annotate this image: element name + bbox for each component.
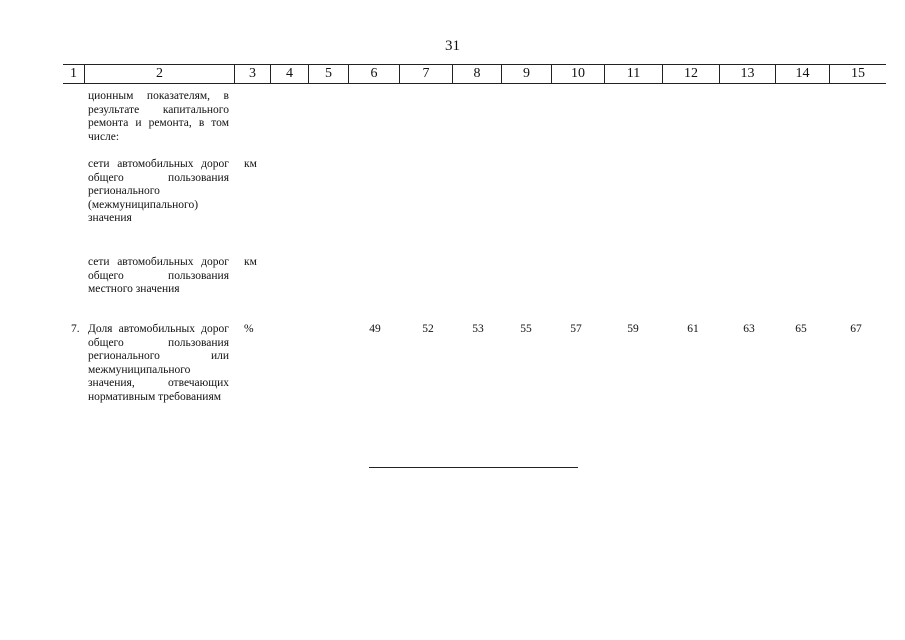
row-7-value-col8: 53 <box>472 323 484 335</box>
header-col-9: 9 <box>501 65 551 83</box>
row-7-value-col15: 67 <box>850 323 862 335</box>
row-7-unit: % <box>244 323 254 335</box>
row-7-value-col14: 65 <box>795 323 807 335</box>
row-7-number: 7. <box>71 323 80 335</box>
row-local-network-unit: км <box>244 256 257 268</box>
row-continuation-text: ционным показателям, в результате капитального ремонта и ремонта, в том числе: <box>88 90 229 143</box>
header-col-11: 11 <box>604 65 662 83</box>
header-col-15: 15 <box>829 65 886 83</box>
row-7-value-col7: 52 <box>422 323 434 335</box>
row-7-value-col12: 61 <box>687 323 699 335</box>
row-regional-network-unit: км <box>244 158 257 170</box>
table-header-row <box>63 64 886 84</box>
header-col-5: 5 <box>308 65 348 83</box>
row-7-value-col10: 57 <box>570 323 582 335</box>
header-col-10: 10 <box>551 65 604 83</box>
header-col-1: 1 <box>70 66 77 81</box>
row-regional-network-text: сети автомобильных дорог общего пользования регионального (межмуниципального) значения <box>88 158 229 225</box>
header-col-3: 3 <box>234 65 270 83</box>
header-col-14: 14 <box>775 65 829 83</box>
row-7-value-col13: 63 <box>743 323 755 335</box>
row-7-value-col9: 55 <box>520 323 532 335</box>
header-col-4: 4 <box>270 65 308 83</box>
header-col-12: 12 <box>662 65 719 83</box>
row-local-network-text: сети автомобильных дорог общего пользования местного значения <box>88 256 229 296</box>
header-col-13: 13 <box>719 65 775 83</box>
row-7-text: Доля автомобильных дорог общего пользования регионального или межмуниципального значения, отвечающих нормативным требованиям <box>88 323 229 403</box>
header-col-6: 6 <box>348 65 399 83</box>
page-number: 31 <box>445 38 460 54</box>
header-col-7: 7 <box>399 65 452 83</box>
row-7-value-col6: 49 <box>369 323 381 335</box>
header-col-2: 2 <box>84 65 234 83</box>
row-7-value-col11: 59 <box>627 323 639 335</box>
header-col-8: 8 <box>452 65 501 83</box>
closing-rule <box>369 467 578 468</box>
